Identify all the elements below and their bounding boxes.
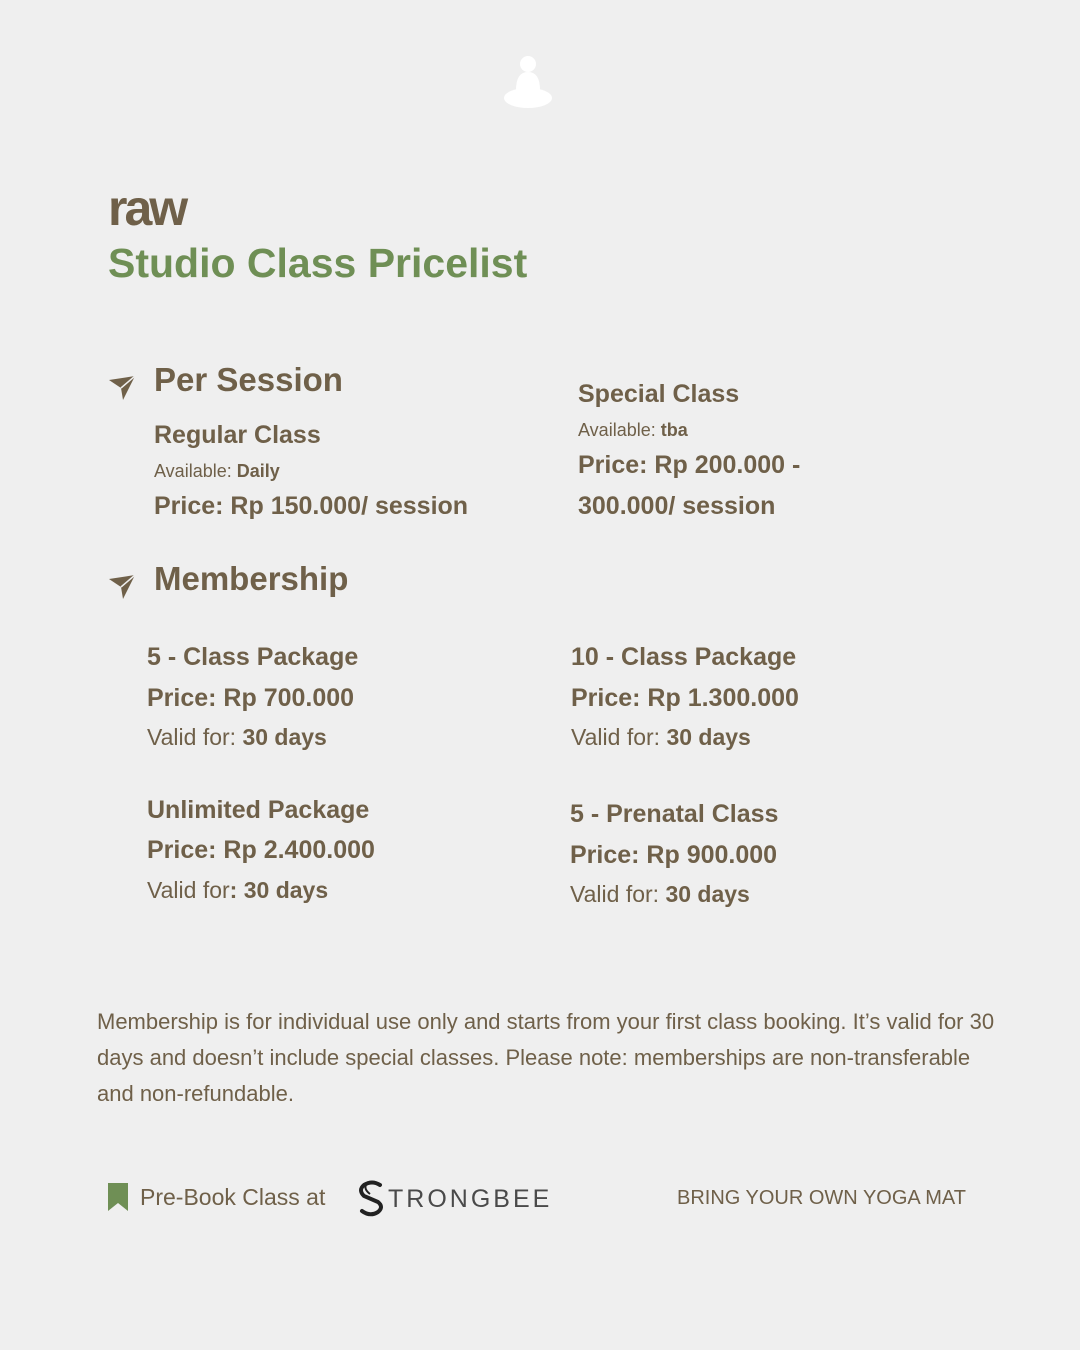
package-title: 5 - Class Package [147,643,359,671]
regular-class-availability [154,459,280,483]
package-price: Price: Rp 2.400.000 [147,836,375,864]
package-title: Unlimited Package [147,796,370,824]
page-title: Studio Class Pricelist [108,240,528,286]
meditate-icon [500,52,556,112]
paper-plane-icon [107,372,137,402]
package-validity [571,722,751,752]
available-value: Daily [236,461,280,481]
package-title: 5 - Prenatal Class [570,800,779,828]
package-validity [570,879,750,909]
brand-logo: raw [108,180,186,236]
bring-mat-text: BRING YOUR OWN YOGA MAT [677,1187,966,1209]
special-class-price-line1: Price: Rp 200.000 - [578,451,801,479]
valid-label: Valid for: [570,881,660,907]
regular-class-price: Price: Rp 150.000/ session [154,492,469,520]
valid-label: Valid for: [147,724,237,750]
bookmark-icon [108,1183,128,1211]
regular-class-title: Regular Class [154,421,321,449]
membership-note: Membership is for individual use only and starts from your first class booking. It’s valid for 30 days and doesn’t include special classes. Please note: memberships are non-transferable and non-refundable. [97,1009,995,1106]
per-session-heading: Per Session [154,361,343,398]
package-validity [147,875,328,905]
available-value: tba [660,420,688,440]
valid-value: : 30 days [229,877,329,903]
package-price: Price: Rp 900.000 [570,841,778,869]
valid-label: Valid for [147,877,230,903]
available-label: Available: [154,461,232,481]
package-title: 10 - Class Package [571,643,797,671]
available-label: Available: [578,420,656,440]
membership-heading: Membership [154,560,349,597]
special-class-price-line2: 300.000/ session [578,492,776,520]
valid-value: 30 days [666,724,751,750]
strongbee-partner-name[interactable]: TRONGBEE [388,1185,553,1213]
valid-value: 30 days [665,881,750,907]
package-validity [147,722,327,752]
prebook-text: Pre-Book Class at [140,1184,326,1210]
special-class-availability [578,418,688,442]
package-price: Price: Rp 1.300.000 [571,684,799,712]
paper-plane-icon [107,571,137,601]
valid-label: Valid for: [571,724,661,750]
strongbee-s-logo[interactable] [352,1178,392,1218]
valid-value: 30 days [242,724,327,750]
special-class-title: Special Class [578,380,740,408]
package-price: Price: Rp 700.000 [147,684,355,712]
